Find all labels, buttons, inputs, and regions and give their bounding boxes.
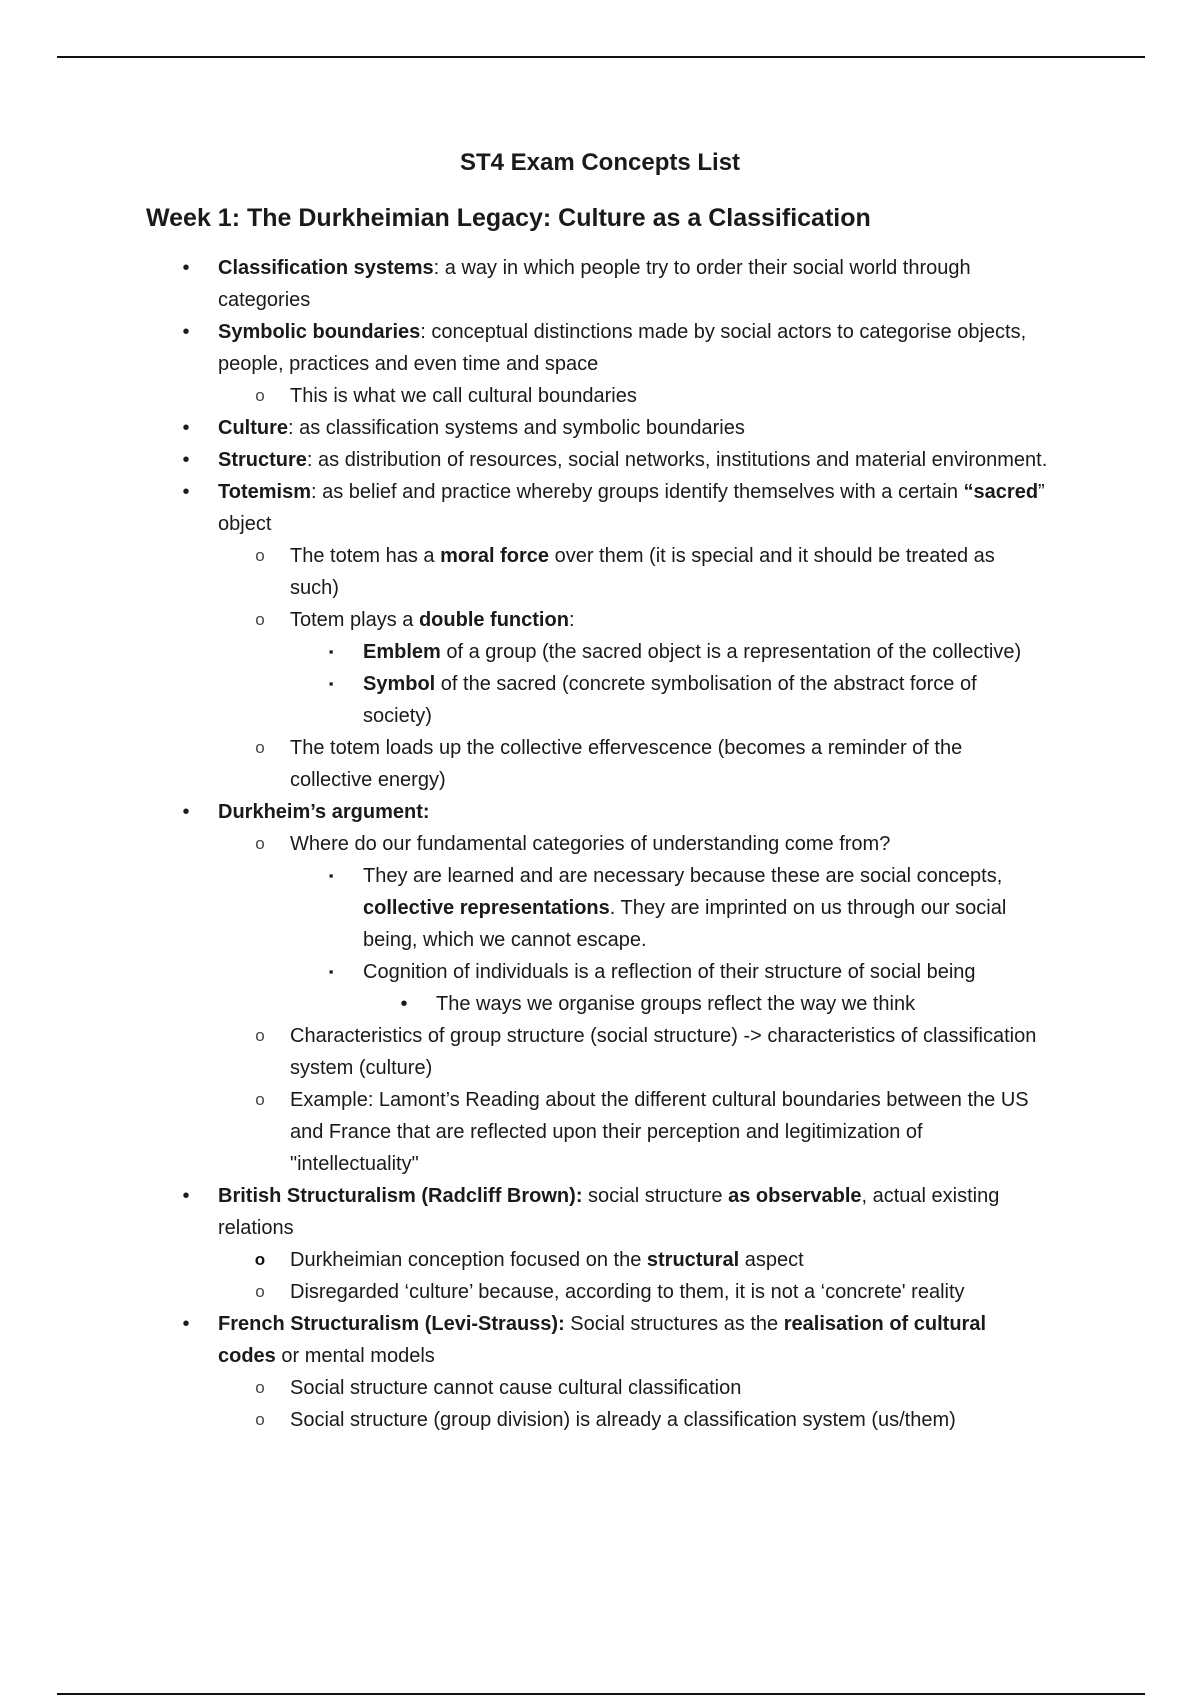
bullet-icon: o [255,1378,265,1397]
text-segment: This is what we call cultural boundaries [290,385,637,407]
list-item [182,1308,1048,1372]
list-item [182,412,1048,444]
header-rule [57,56,1145,58]
bold-term: realisation of cultural codes [218,1313,986,1367]
text-segment: Social structure (group division) is already a classification system (us/them) [290,1409,956,1431]
bullet-icon: o [255,1410,265,1429]
bullet-icon: o [254,1250,266,1269]
bold-term: British Structuralism (Radcliff Brown): [218,1185,583,1207]
bold-term: French Structuralism (Levi-Strauss): [218,1313,565,1335]
text-segment: Durkheimian conception focused on the [290,1249,647,1271]
list-item-text [218,417,745,439]
bold-term: Culture [218,417,288,439]
text-segment: Social structures as the [564,1313,784,1335]
bullet-icon: o [255,546,265,565]
list-item-text [363,961,976,983]
list-item-text [290,609,575,631]
text-segment: . They are imprinted on us through our social being, which we cannot escape. [363,897,1007,951]
list-item-text [290,737,962,791]
list-item [255,1372,1048,1404]
list-item-text [363,865,1006,951]
list-item [182,252,1048,316]
bullet-icon: • [400,993,408,1015]
list-item [255,1020,1048,1084]
text-segment: of a group (the sacred object is a representation of the collective) [440,641,1022,663]
bold-term: Emblem [363,641,441,663]
bullet-icon: • [182,1185,190,1207]
bullet-icon: • [182,1313,190,1335]
bold-term: Durkheim’s argument: [218,801,430,823]
bullet-icon: o [255,1026,265,1045]
bullet-icon: • [182,257,190,279]
text-segment: or mental models [275,1345,435,1367]
bullet-icon: o [255,738,265,757]
text-segment: : [568,609,575,631]
list-item-text [290,385,637,407]
list-item [182,444,1048,476]
bold-term: “sacred [963,481,1039,503]
list-item-text [290,1089,1029,1175]
text-segment: of the sacred (concrete symbolisation of the abstract force of society) [363,673,977,727]
text-segment: ” object [218,481,1045,535]
list-item [182,316,1048,380]
list-item [182,476,1048,540]
bold-term: collective representations [363,897,610,919]
list-item [255,380,1048,412]
text-segment: Characteristics of group structure (social structure) -> characteristics of classification system (culture) [290,1025,1037,1079]
bullet-icon: ▪ [328,644,334,659]
bold-term: Classification systems [218,257,434,279]
list-item [255,1404,1048,1436]
bullet-icon: o [255,610,265,629]
list-item [328,860,1048,956]
list-item-text [218,801,430,823]
bold-term: Symbolic boundaries [218,321,421,343]
text-segment: : a way in which people try to order their social world through categories [218,257,971,311]
list-item-text [290,1409,956,1431]
document-title: ST4 Exam Concepts List [459,149,741,176]
bold-term: moral force [440,545,550,567]
text-segment: : as belief and practice whereby groups identify themselves with a certain [310,481,964,503]
bullet-icon: ▪ [328,964,334,979]
list-item-text [290,1025,1036,1079]
list-item [328,956,1048,988]
bullet-icon: o [255,1282,265,1301]
bullet-icon: o [255,1090,265,1109]
bullet-icon: • [182,449,190,471]
list-item-text [290,833,890,855]
list-item-text [218,1313,986,1367]
list-item [255,1276,1048,1308]
list-item [254,1244,1048,1276]
list-item [328,668,1048,732]
bold-term: Totemism [218,481,311,503]
text-segment: They are learned and are necessary because these are social concepts, [363,865,1003,887]
text-segment: , actual existing relations [218,1185,1000,1239]
list-item-text [290,545,995,599]
text-segment: Where do our fundamental categories of understanding come from? [290,833,891,855]
list-item [255,732,1048,796]
list-item [255,1084,1048,1180]
list-item [255,604,1048,636]
bold-term: structural [646,1249,740,1271]
list-item [255,828,1048,860]
bullet-icon: ▪ [328,676,334,691]
list-item-text [218,257,971,311]
list-item-text [363,641,1021,663]
concept-list [0,252,1200,1436]
text-segment: : conceptual distinctions made by social actors to categorise objects, people, practices and even time and space [218,321,1027,375]
bold-term: as observable [728,1185,862,1207]
list-item [255,540,1048,604]
footer-rule [57,1693,1145,1695]
bullet-icon: • [182,417,190,439]
bullet-icon: • [182,801,190,823]
week-heading: Week 1: The Durkheimian Legacy: Culture as a Classification [146,204,871,232]
bullet-icon: ▪ [328,868,334,883]
text-segment: Example: Lamont’s Reading about the different cultural boundaries between the US and France that are reflected upon their perception and legitimization of "intellectuality" [290,1089,1029,1175]
text-segment: Totem plays a [290,609,419,631]
text-segment: over them (it is special and it should be treated as such) [290,545,995,599]
list-item [328,636,1048,668]
text-segment: Cognition of individuals is a reflection of their structure of social being [363,961,976,983]
text-segment: : as distribution of resources, social networks, institutions and material environment. [306,449,1048,471]
list-item-text [363,673,977,727]
text-segment: : as classification systems and symbolic boundaries [288,417,745,439]
bullet-icon: • [182,481,190,503]
list-item-text [290,1249,804,1271]
list-item [182,796,1048,828]
bold-term: Structure [218,449,307,471]
list-item-text [436,993,915,1015]
bullet-icon: o [255,386,265,405]
bullet-icon: o [255,834,265,853]
list-item-text [218,1185,999,1239]
text-segment: social structure [582,1185,729,1207]
text-segment: The totem loads up the collective effervescence (becomes a reminder of the collective energy) [290,737,963,791]
text-segment: aspect [739,1249,804,1271]
text-segment: Social structure cannot cause cultural classification [290,1377,742,1399]
list-item [400,988,1048,1020]
bold-term: double function [418,609,569,631]
list-item-text [218,321,1026,375]
list-item [182,1180,1048,1244]
list-item-text [290,1281,965,1303]
text-segment: The ways we organise groups reflect the way we think [436,993,916,1015]
list-item-text [218,449,1047,471]
text-segment: Disregarded ‘culture’ because, according to them, it is not a ‘concrete' reality [290,1281,965,1303]
list-item-text [290,1377,741,1399]
list-item-text [218,481,1045,535]
bullet-icon: • [182,321,190,343]
text-segment: The totem has a [290,545,441,567]
bold-term: Symbol [363,673,436,695]
